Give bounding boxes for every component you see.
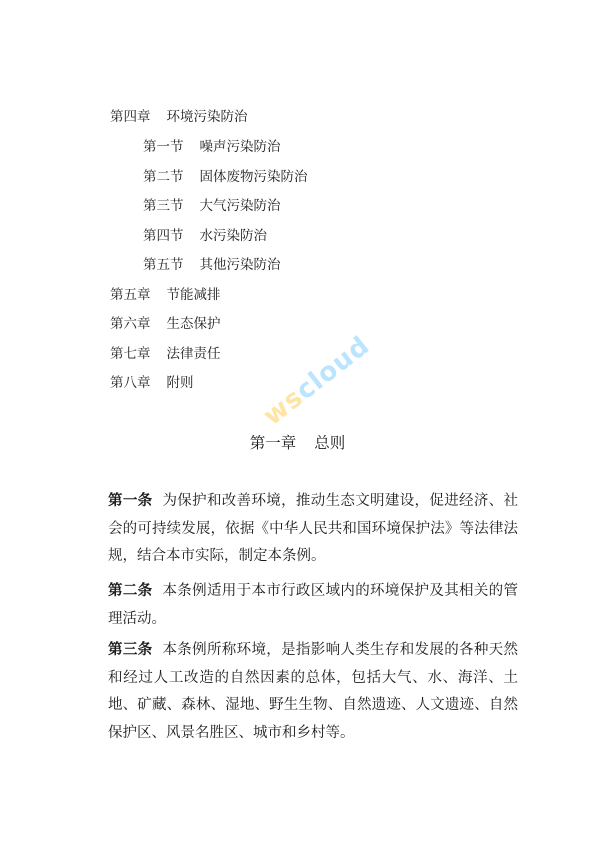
toc-item-chapter-7 [110, 345, 221, 363]
toc-title: 法律责任 [166, 346, 221, 362]
toc-item-chapter-5 [110, 286, 221, 304]
toc-title: 节能减排 [166, 287, 221, 303]
toc-title: 水污染防治 [199, 228, 267, 244]
article-1 [108, 488, 518, 571]
toc-number: 第七章 [110, 346, 151, 362]
toc-number: 第二节 [143, 169, 184, 185]
toc-item-chapter-4 [110, 108, 248, 126]
toc-title: 环境污染防治 [166, 109, 248, 125]
toc-item-section-5 [143, 256, 281, 274]
article-text: 本条例所称环境，是指影响人类生存和发展的各种天然和经过人工改造的自然因素的总体，包括大气、水、海洋、土地、矿藏、森林、湿地、野生生物、自然遗迹、人文遗迹、自然保护区、风景名胜区、城市和乡村等。 [108, 642, 519, 741]
article-label: 第三条 [108, 642, 153, 658]
article-text: 本条例适用于本市行政区域内的环境保护及其相关的管理活动。 [108, 583, 519, 627]
toc-title: 大气污染防治 [199, 198, 281, 214]
watermark-logo: wscloud [258, 330, 376, 432]
toc-item-section-3 [143, 197, 281, 215]
toc-number: 第四章 [110, 109, 151, 125]
toc-item-section-1 [143, 138, 281, 156]
toc-item-chapter-6 [110, 315, 221, 333]
article-label: 第二条 [108, 583, 153, 599]
toc-title: 生态保护 [166, 316, 221, 332]
toc-number: 第四节 [143, 228, 184, 244]
article-2 [108, 578, 518, 633]
toc-title: 附则 [166, 375, 194, 391]
article-label: 第一条 [108, 493, 153, 509]
article-3 [108, 637, 518, 747]
toc-item-chapter-8 [110, 374, 194, 392]
toc-number: 第五节 [143, 257, 184, 273]
chapter-number: 第一章 [249, 434, 297, 452]
toc-number: 第三节 [143, 198, 184, 214]
toc-title: 其他污染防治 [199, 257, 281, 273]
toc-number: 第五章 [110, 287, 151, 303]
toc-number: 第一节 [143, 139, 184, 155]
chapter-heading [0, 431, 595, 453]
chapter-title: 总则 [314, 434, 346, 452]
toc-item-section-2 [143, 168, 308, 186]
toc-title: 噪声污染防治 [199, 139, 281, 155]
toc-number: 第六章 [110, 316, 151, 332]
toc-number: 第八章 [110, 375, 151, 391]
toc-item-section-4 [143, 227, 267, 245]
toc-title: 固体废物污染防治 [199, 169, 308, 185]
article-text: 为保护和改善环境，推动生态文明建设，促进经济、社会的可持续发展，依据《中华人民共和国环境保护法》等法律法规，结合本市实际，制定本条例。 [108, 493, 519, 564]
